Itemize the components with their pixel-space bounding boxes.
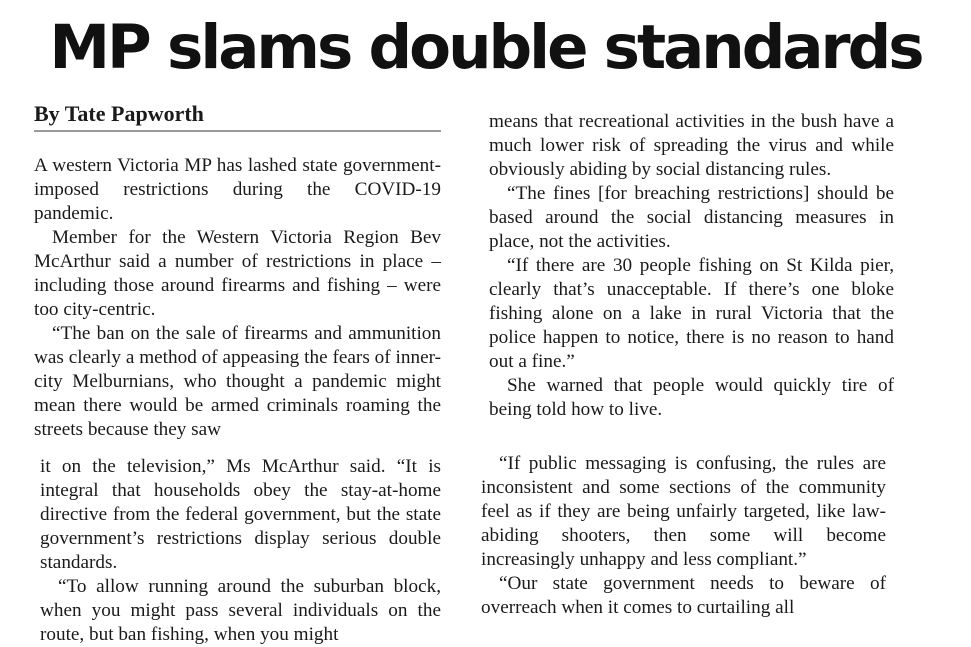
paragraph: A western Victoria MP has lashed state government-imposed restrictions during the COVID-19 pandemic. bbox=[34, 155, 441, 224]
headline: MP slams double standards bbox=[49, 12, 922, 83]
paragraph: “The fines [for breaching restrictions] should be based around the social distancing measures in place, not the activities. bbox=[489, 183, 894, 252]
paragraph: She warned that people would quickly tire of being told how to live. bbox=[489, 375, 894, 420]
paragraph: means that recreational activities in the bush have a much lower risk of spreading the virus and while obviously abiding by social distancing rules. bbox=[489, 111, 894, 180]
article-column-right-bottom bbox=[481, 452, 886, 620]
paragraph: “To allow running around the suburban block, when you might pass several individuals on the route, but ban fishing, when you might bbox=[40, 576, 441, 645]
paragraph: it on the television,” Ms McArthur said. “It is integral that households obey the stay-at-home directive from the federal government, but the state government’s restrictions display serious double standards. bbox=[40, 456, 441, 573]
article-column-right-top bbox=[489, 110, 894, 422]
paragraph: “If there are 30 people fishing on St Kilda pier, clearly that’s unacceptable. If there’s one bloke fishing alone on a lake in rural Victoria that the police happen to notice, there is no reason to hand out a fine.” bbox=[489, 255, 894, 372]
paragraph: “Our state government needs to beware of overreach when it comes to curtailing all bbox=[481, 573, 886, 618]
byline: By Tate Papworth bbox=[34, 100, 441, 132]
article-column-left-bottom bbox=[40, 455, 441, 647]
paragraph: Member for the Western Victoria Region Bev McArthur said a number of restrictions in place – including those around firearms and fishing – were too city-centric. bbox=[34, 227, 441, 320]
paragraph: “If public messaging is confusing, the rules are inconsistent and some sections of the community feel as if they are being unfairly targeted, like law-abiding shooters, then some will become increasingly unhappy and less compliant.” bbox=[481, 453, 886, 570]
paragraph: “The ban on the sale of firearms and ammunition was clearly a method of appeasing the fears of inner-city Melburnians, who thought a pandemic might mean there would be armed criminals roaming the streets because they saw bbox=[34, 323, 441, 440]
article-column-left-top bbox=[34, 154, 441, 442]
